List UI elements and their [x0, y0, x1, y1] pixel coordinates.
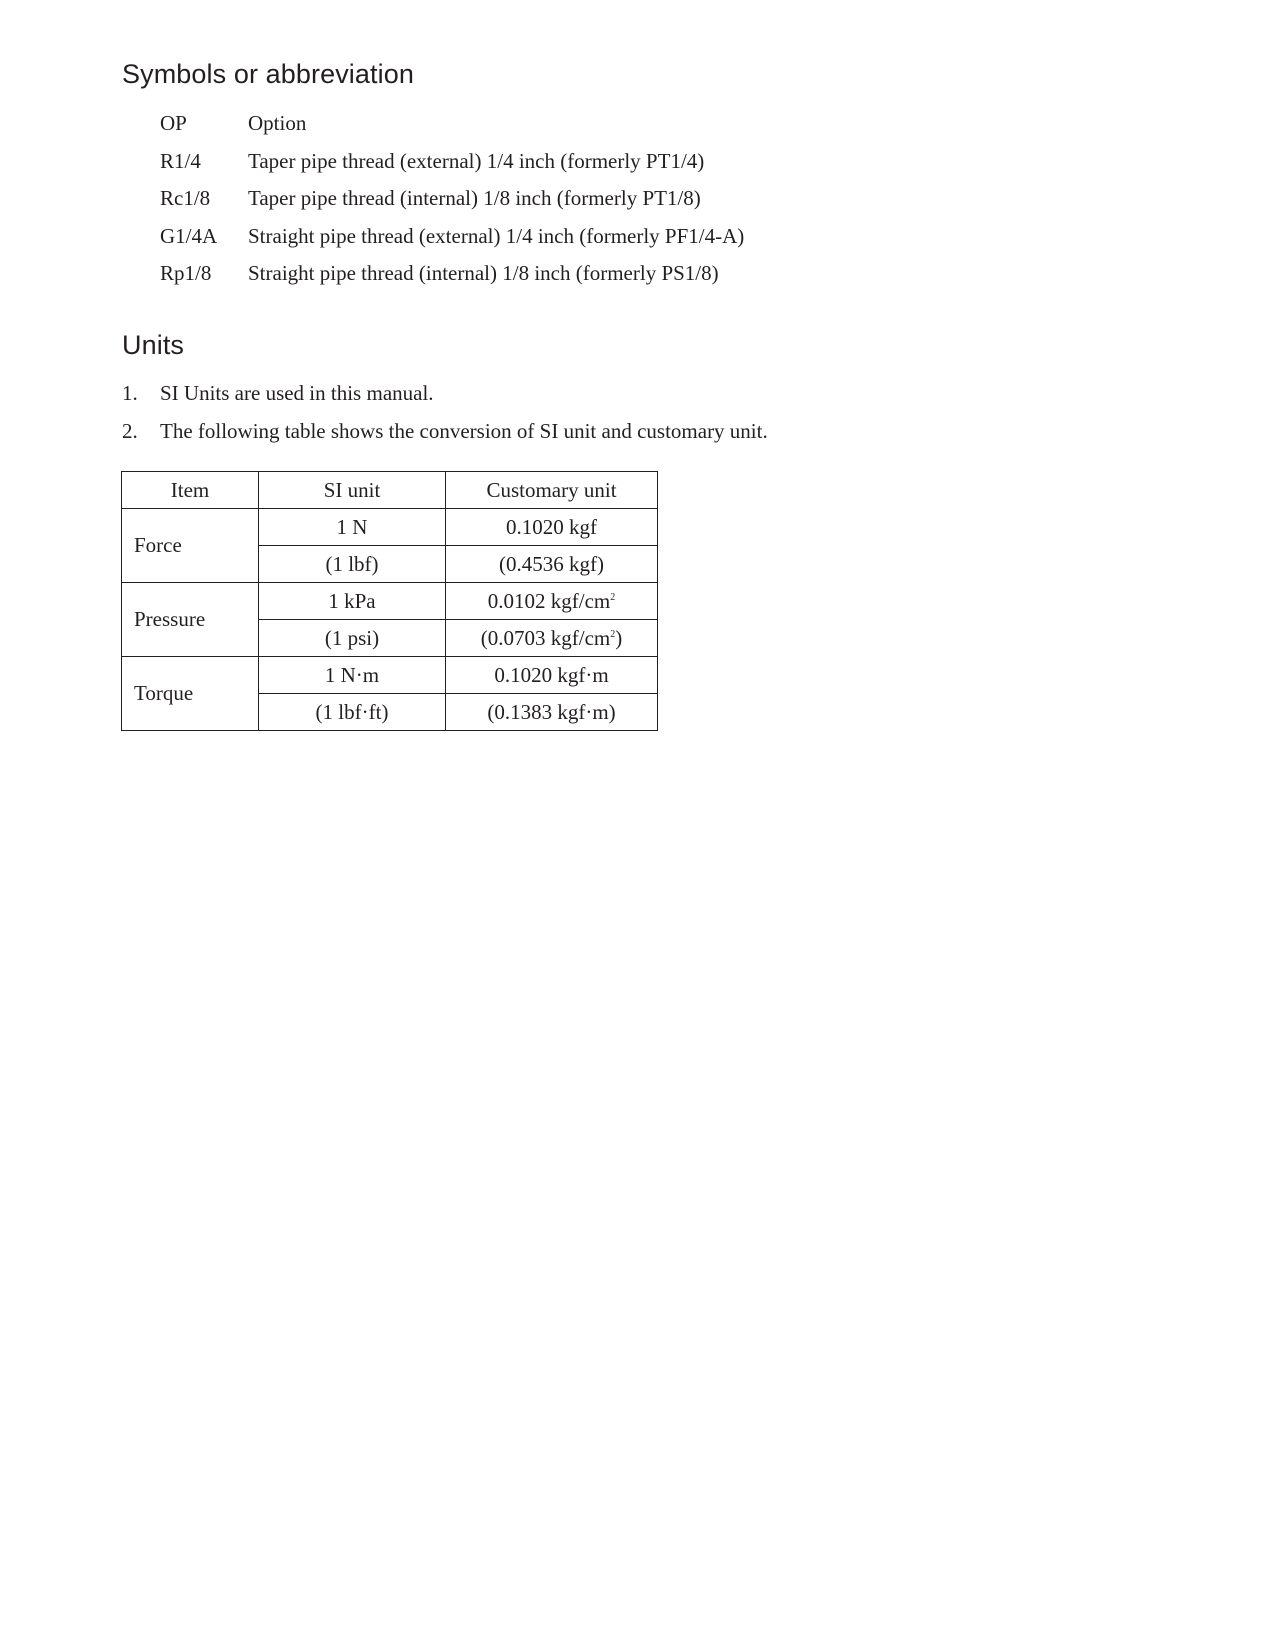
unit-conversion-table: [121, 471, 658, 731]
symbol-code: OP: [160, 111, 187, 135]
units-notes-list: [122, 378, 768, 453]
symbol-code: G1/4A: [160, 223, 218, 248]
customary-value-text: (0.0703 kgf/cm: [480, 625, 611, 650]
header-item: Item: [122, 472, 259, 509]
units-note: [122, 378, 768, 416]
si-value: 1 N·m: [259, 657, 446, 694]
symbol-description: Taper pipe thread (external) 1/4 inch (formerly PT1/4): [248, 148, 705, 173]
note-number: 1.: [122, 381, 138, 405]
customary-value: (0.1383 kgf·m): [446, 694, 658, 731]
exponent: 2: [610, 628, 616, 640]
note-text: The following table shows the conversion of SI unit and customary unit.: [160, 418, 768, 443]
symbol-code: Rc1/8: [160, 186, 211, 210]
customary-value-suffix: ): [615, 625, 623, 650]
units-heading: Units: [122, 330, 185, 360]
si-value: (1 lbf): [259, 546, 446, 583]
table-row: [122, 657, 658, 694]
customary-value: 0.1020 kgf·m: [446, 657, 658, 694]
customary-value: 0.1020 kgf: [446, 509, 658, 546]
symbol-code: R1/4: [160, 148, 201, 173]
symbol-description: Option: [248, 111, 307, 135]
item-torque: Torque: [122, 657, 259, 731]
si-value: (1 lbf·ft): [259, 694, 446, 731]
symbol-item: [160, 108, 744, 146]
note-number: 2.: [122, 418, 138, 443]
symbol-item: [160, 258, 744, 296]
symbol-description: Taper pipe thread (internal) 1/8 inch (formerly PT1/8): [248, 186, 701, 210]
symbol-code: Rp1/8: [160, 261, 212, 285]
customary-value: [446, 583, 658, 620]
si-value: (1 psi): [259, 620, 446, 657]
symbol-item: [160, 221, 744, 259]
item-pressure: Pressure: [122, 583, 259, 657]
symbols-heading: Symbols or abbreviation: [122, 59, 414, 89]
header-customary-unit: Customary unit: [446, 472, 658, 509]
table-row: [122, 583, 658, 620]
header-si-unit: SI unit: [259, 472, 446, 509]
customary-value: (0.4536 kgf): [446, 546, 658, 583]
si-value: 1 N: [259, 509, 446, 546]
units-note: [122, 416, 768, 454]
symbol-description: Straight pipe thread (external) 1/4 inch (formerly PF1/4-A): [248, 223, 745, 248]
exponent: 2: [610, 591, 616, 603]
customary-value: [446, 620, 658, 657]
note-text: SI Units are used in this manual.: [160, 381, 434, 405]
symbol-item: [160, 183, 744, 221]
symbols-list: [160, 108, 744, 296]
si-value: 1 kPa: [259, 583, 446, 620]
customary-value-text: 0.0102 kgf/cm: [487, 588, 611, 613]
table-row: [122, 509, 658, 546]
item-force: Force: [122, 509, 259, 583]
symbol-item: [160, 146, 744, 184]
symbol-description: Straight pipe thread (internal) 1/8 inch (formerly PS1/8): [248, 261, 719, 285]
table-header-row: [122, 472, 658, 509]
